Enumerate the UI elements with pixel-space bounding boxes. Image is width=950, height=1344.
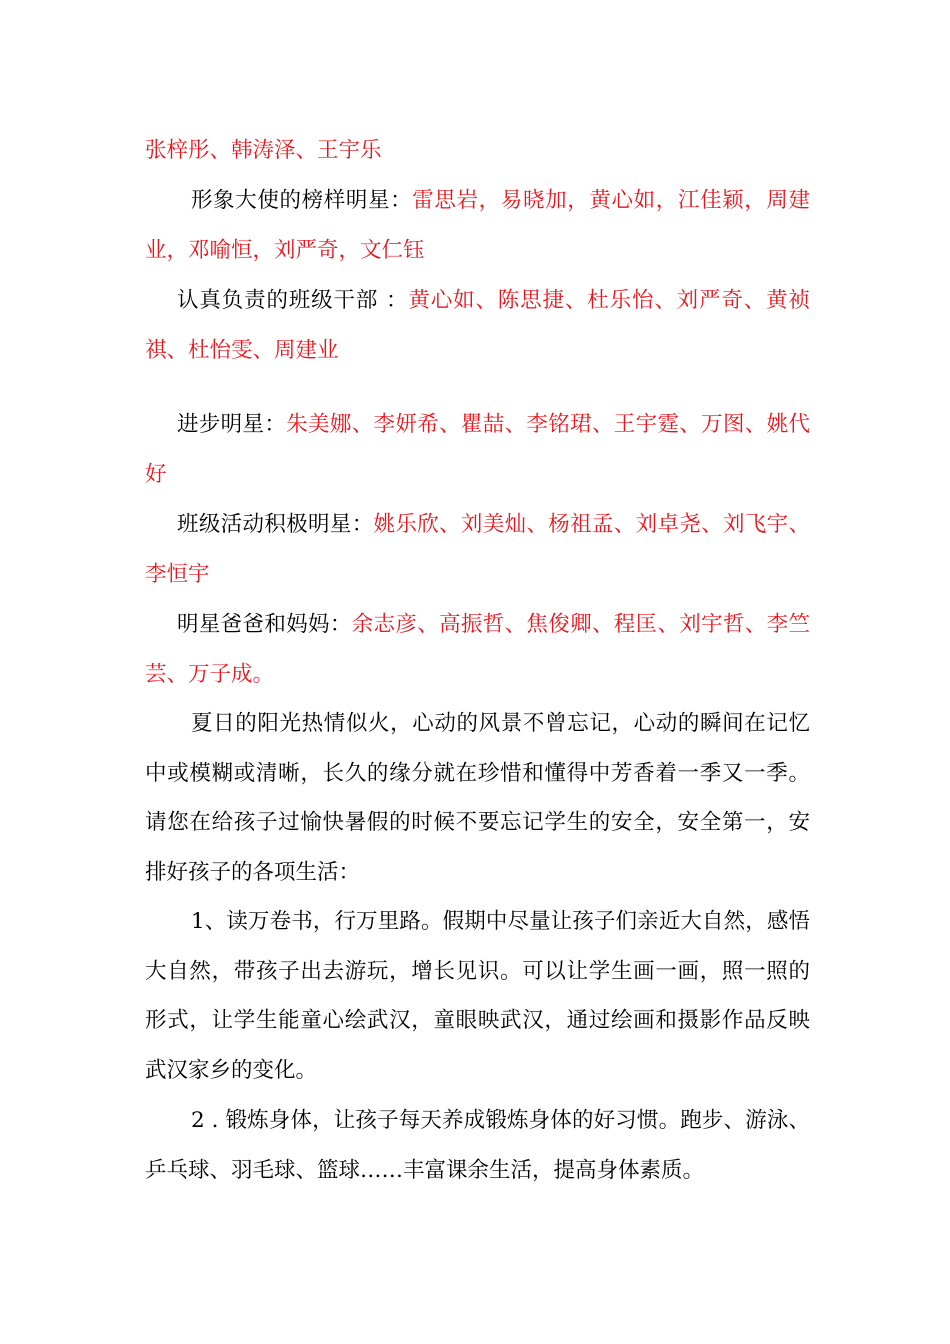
progress-stars-paragraph	[145, 400, 810, 499]
role-model-stars-paragraph	[145, 176, 810, 275]
summer-message-paragraph: 夏日的阳光热情似火，心动的风景不曾忘记，心动的瞬间在记忆中或模糊或清晰，长久的缘分就在珍惜和懂得中芳香着一季又一季。请您在给孩子过愉快暑假的时候不要忘记学生的安全，安全第一，安排好孩子的各项生活：	[145, 711, 810, 885]
star-parents-paragraph	[145, 600, 810, 699]
category-label: 形象大使的榜样明星：	[191, 188, 413, 213]
category-label: 认真负责的班级干部 ：	[177, 288, 409, 313]
names-continued	[145, 126, 810, 176]
exercise-paragraph: 2 . 锻炼身体，让孩子每天养成锻炼身体的好习惯。跑步、游泳、乒乓球、羽毛球、篮球……丰富课余生活，提高身体素质。	[145, 1108, 810, 1183]
category-label: 班级活动积极明星：	[177, 512, 374, 537]
category-label: 进步明星：	[177, 412, 287, 437]
activity-stars-paragraph	[145, 500, 810, 599]
name-list: 黄心如、陈思捷、杜乐怡、刘严奇、黄祯祺、杜怡雯、周建业	[145, 288, 810, 363]
name-list: 朱美娜、李妍希、瞿喆、李铭珺、王宇霆、万图、姚代好	[145, 412, 810, 487]
class-cadres-paragraph	[145, 276, 810, 375]
category-label: 明星爸爸和妈妈：	[177, 612, 352, 637]
name-list: 姚乐欣、刘美灿、杨祖孟、刘卓尧、刘飞宇、李恒宇	[145, 512, 810, 587]
name-list: 余志彦、高振哲、焦俊卿、程匡、刘宇哲、李竺芸、万子成。	[145, 612, 810, 687]
name-list: 雷思岩，易晓加，黄心如，江佳颖，周建业，邓喻恒，刘严奇，文仁钰	[145, 188, 810, 263]
reading-travel-paragraph: 1、读万卷书，行万里路。假期中尽量让孩子们亲近大自然，感悟大自然，带孩子出去游玩，增长见识。可以让学生画一画，照一照的形式，让学生能童心绘武汉，童眼映武汉，通过绘画和摄影作品反映武汉家乡的变化。	[145, 909, 810, 1083]
name-list: 张梓彤、韩涛泽、王宇乐	[145, 138, 382, 163]
